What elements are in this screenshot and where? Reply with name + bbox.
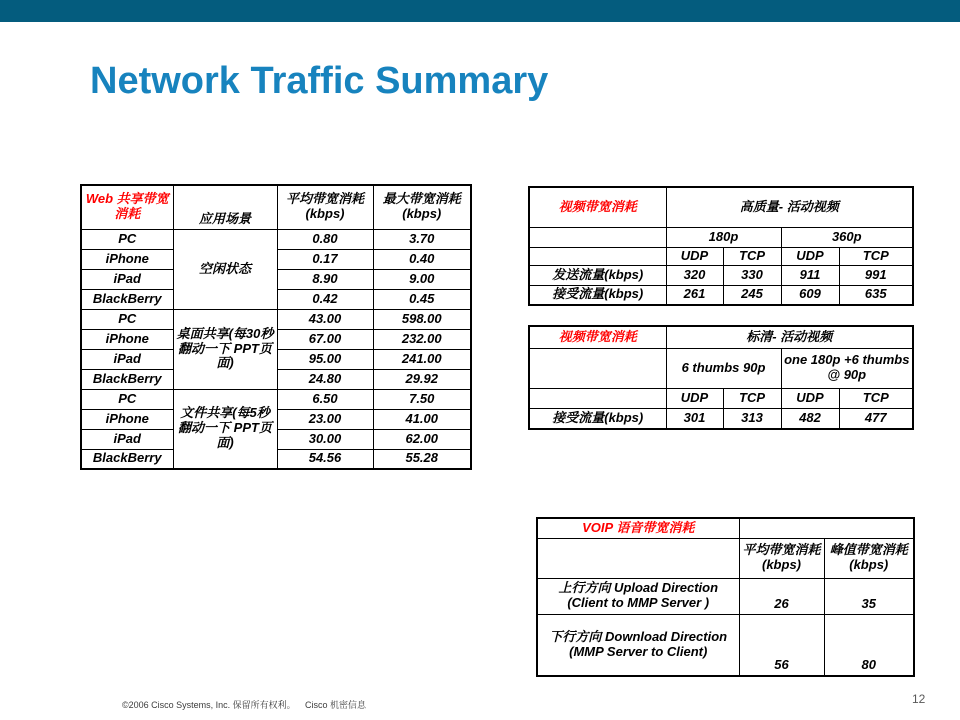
column-header-avg: 平均带宽消耗(kbps): [739, 538, 824, 578]
value-cell: 0.80: [277, 229, 373, 249]
value-cell: 7.50: [373, 389, 471, 409]
top-bar: [0, 0, 960, 22]
table-subtitle-cell: 标清- 活动视频: [666, 326, 913, 348]
table-row: [529, 408, 913, 429]
empty-cell: [529, 247, 666, 265]
table-row: [529, 265, 913, 285]
table-title-cell: VOIP 语音带宽消耗: [537, 518, 739, 538]
device-cell: BlackBerry: [81, 289, 173, 309]
row-label-cell: 发送流量(kbps): [529, 265, 666, 285]
resolution-header: one 180p +6 thumbs @ 90p: [781, 348, 913, 388]
protocol-header: TCP: [723, 247, 781, 265]
table-subtitle-cell: 高质量- 活动视频: [666, 187, 913, 227]
value-cell: 477: [839, 408, 913, 429]
column-header-peak: 峰值带宽消耗(kbps): [824, 538, 914, 578]
value-cell: 232.00: [373, 329, 471, 349]
empty-cell: [739, 518, 914, 538]
value-cell: 0.17: [277, 249, 373, 269]
table-row: [537, 538, 914, 578]
empty-cell: [529, 348, 666, 388]
protocol-header: TCP: [839, 247, 913, 265]
row-label-cell: 接受流量(kbps): [529, 285, 666, 305]
column-header-web-share: Web 共享带宽消耗: [81, 185, 173, 229]
table-title-cell: 视频带宽消耗: [529, 326, 666, 348]
resolution-header: 6 thumbs 90p: [666, 348, 781, 388]
row-label-cell: 接受流量(kbps): [529, 408, 666, 429]
table-title-cell: 视频带宽消耗: [529, 187, 666, 227]
value-cell: 43.00: [277, 309, 373, 329]
value-cell: 991: [839, 265, 913, 285]
value-cell: 482: [781, 408, 839, 429]
value-cell: 23.00: [277, 409, 373, 429]
value-cell: 313: [723, 408, 781, 429]
protocol-header: UDP: [666, 247, 723, 265]
protocol-header: UDP: [666, 388, 723, 408]
device-cell: PC: [81, 309, 173, 329]
value-cell: 3.70: [373, 229, 471, 249]
scenario-cell: 空闲状态: [173, 229, 277, 309]
value-cell: 56: [739, 614, 824, 676]
value-cell: 0.45: [373, 289, 471, 309]
table-row: [537, 578, 914, 614]
table-header-row: [529, 187, 913, 227]
value-cell: 330: [723, 265, 781, 285]
empty-cell: [529, 388, 666, 408]
value-cell: 0.42: [277, 289, 373, 309]
web-bandwidth-table: [80, 184, 472, 470]
empty-cell: [529, 227, 666, 247]
column-header-max: 最大带宽消耗 (kbps): [373, 185, 471, 229]
footer-copyright: ©2006 Cisco Systems, Inc. 保留所有权利。: [122, 700, 296, 710]
value-cell: 29.92: [373, 369, 471, 389]
value-cell: 6.50: [277, 389, 373, 409]
value-cell: 0.40: [373, 249, 471, 269]
value-cell: 9.00: [373, 269, 471, 289]
table-row: [529, 348, 913, 388]
value-cell: 95.00: [277, 349, 373, 369]
protocol-header: TCP: [839, 388, 913, 408]
value-cell: 24.80: [277, 369, 373, 389]
value-cell: 609: [781, 285, 839, 305]
row-label-cell: 上行方向 Upload Direction (Client to MMP Server ): [537, 578, 739, 614]
table-row: [529, 247, 913, 265]
footer-confidential: Cisco 机密信息: [305, 700, 367, 710]
row-label-cell: 下行方向 Download Direction (MMP Server to Client): [537, 614, 739, 676]
protocol-header: UDP: [781, 247, 839, 265]
value-cell: 67.00: [277, 329, 373, 349]
value-cell: 261: [666, 285, 723, 305]
value-cell: 26: [739, 578, 824, 614]
value-cell: 41.00: [373, 409, 471, 429]
value-cell: 80: [824, 614, 914, 676]
value-cell: 301: [666, 408, 723, 429]
protocol-header: UDP: [781, 388, 839, 408]
device-cell: iPhone: [81, 249, 173, 269]
table-row: [81, 229, 471, 249]
table-header-row: [529, 326, 913, 348]
value-cell: 598.00: [373, 309, 471, 329]
device-cell: BlackBerry: [81, 449, 173, 469]
table-row: [81, 389, 471, 409]
value-cell: 30.00: [277, 429, 373, 449]
value-cell: 241.00: [373, 349, 471, 369]
column-header-scenario: 应用场景: [173, 185, 277, 229]
protocol-header: TCP: [723, 388, 781, 408]
voip-bandwidth-table: [536, 517, 915, 677]
table-header-row: [537, 518, 914, 538]
device-cell: iPad: [81, 429, 173, 449]
device-cell: PC: [81, 229, 173, 249]
page-title: Network Traffic Summary: [90, 60, 549, 102]
table-header-row: [81, 185, 471, 229]
scenario-cell: 桌面共享(每30秒翻动一下 PPT页面): [173, 309, 277, 389]
column-header-avg: 平均带宽消耗 (kbps): [277, 185, 373, 229]
table-row: [537, 614, 914, 676]
resolution-header: 360p: [781, 227, 913, 247]
empty-cell: [537, 538, 739, 578]
scenario-cell: 文件共享(每5秒翻动一下 PPT页面): [173, 389, 277, 469]
video-hq-bandwidth-table: [528, 186, 914, 306]
value-cell: 245: [723, 285, 781, 305]
device-cell: iPhone: [81, 329, 173, 349]
table-row: [529, 388, 913, 408]
value-cell: 635: [839, 285, 913, 305]
value-cell: 35: [824, 578, 914, 614]
device-cell: BlackBerry: [81, 369, 173, 389]
device-cell: iPad: [81, 269, 173, 289]
device-cell: PC: [81, 389, 173, 409]
device-cell: iPad: [81, 349, 173, 369]
device-cell: iPhone: [81, 409, 173, 429]
video-sd-bandwidth-table: [528, 325, 914, 430]
value-cell: 320: [666, 265, 723, 285]
resolution-header: 180p: [666, 227, 781, 247]
value-cell: 55.28: [373, 449, 471, 469]
value-cell: 62.00: [373, 429, 471, 449]
value-cell: 911: [781, 265, 839, 285]
page-number: 12: [912, 692, 926, 706]
table-row: [529, 285, 913, 305]
table-row: [529, 227, 913, 247]
value-cell: 54.56: [277, 449, 373, 469]
table-row: [81, 309, 471, 329]
value-cell: 8.90: [277, 269, 373, 289]
